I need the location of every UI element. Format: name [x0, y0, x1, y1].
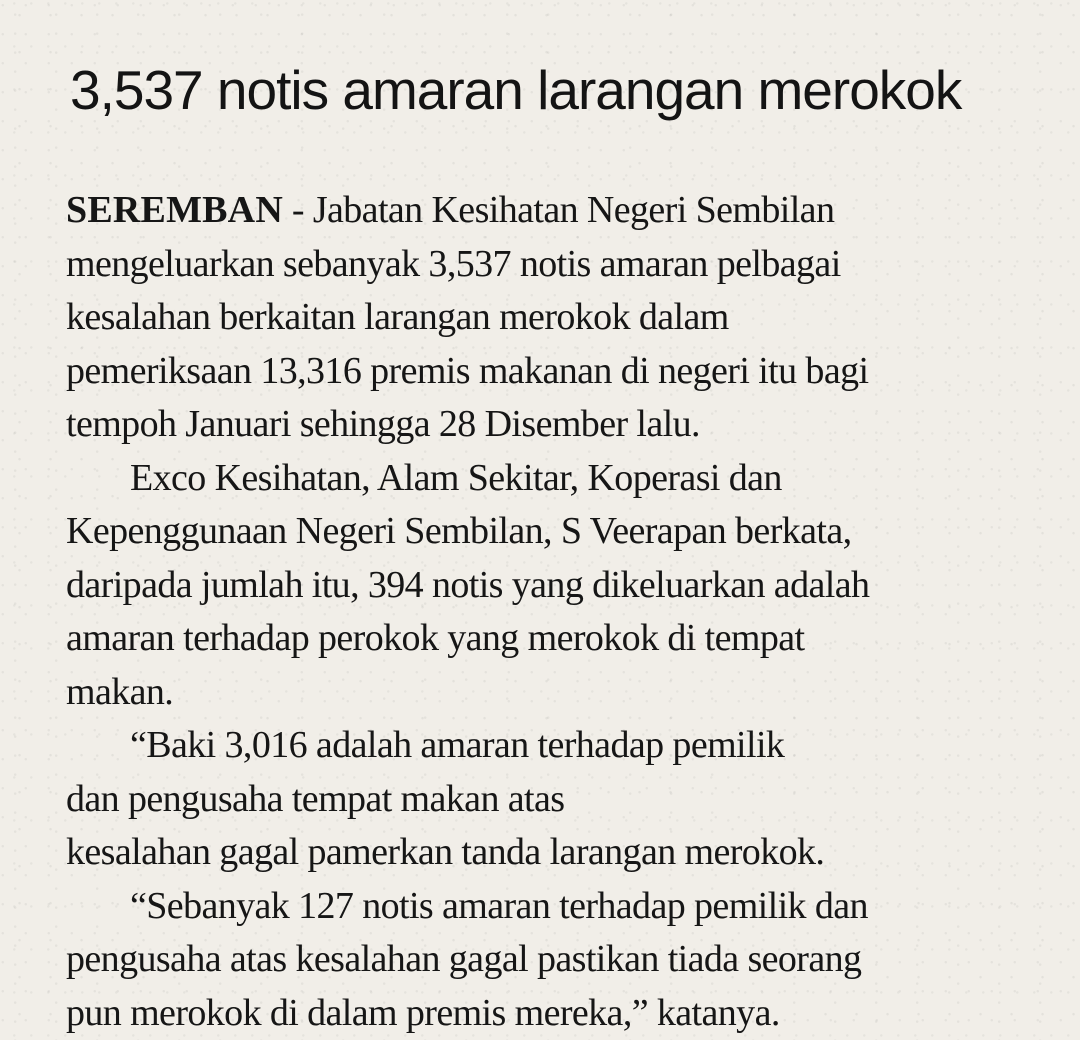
- dateline: SEREMBAN: [66, 189, 283, 231]
- article-line: makan.: [66, 670, 174, 713]
- article-line: “Baki 3,016 adalah amaran terhadap pemilik: [130, 724, 785, 766]
- article-line: amaran terhadap perokok yang merokok di tempat: [66, 617, 805, 659]
- article-line: tempoh Januari sehingga 28 Disember lalu.: [66, 403, 700, 445]
- article-line: “Sebanyak 127 notis amaran terhadap pemilik dan: [130, 884, 868, 927]
- article-line: pun merokok di dalam premis mereka,” katanya.: [66, 991, 780, 1034]
- article-line: kesalahan berkaitan larangan merokok dalam: [66, 296, 729, 338]
- article-line: daripada jumlah itu, 394 notis yang dikeluarkan adalah: [66, 563, 870, 606]
- article-line: [66, 184, 1076, 238]
- article-body: [66, 184, 1076, 1040]
- article-line: mengeluarkan sebanyak 3,537 notis amaran pelbagai: [66, 242, 841, 285]
- article-line: pemeriksaan 13,316 premis makanan di negeri itu bagi: [66, 349, 869, 392]
- article-line: Exco Kesihatan, Alam Sekitar, Koperasi dan: [130, 456, 782, 499]
- article-line: Kepenggunaan Negeri Sembilan, S Veerapan berkata,: [66, 510, 852, 552]
- article-line: kesalahan gagal pamerkan tanda larangan merokok.: [66, 831, 825, 873]
- article-text: - Jabatan Kesihatan Negeri Sembilan: [282, 189, 835, 231]
- headline: 3,537 notis amaran larangan merokok: [70, 59, 962, 121]
- article-line: dan pengusaha tempat makan atas: [66, 777, 565, 820]
- article-line: pengusaha atas kesalahan gagal pastikan tiada seorang: [66, 938, 862, 980]
